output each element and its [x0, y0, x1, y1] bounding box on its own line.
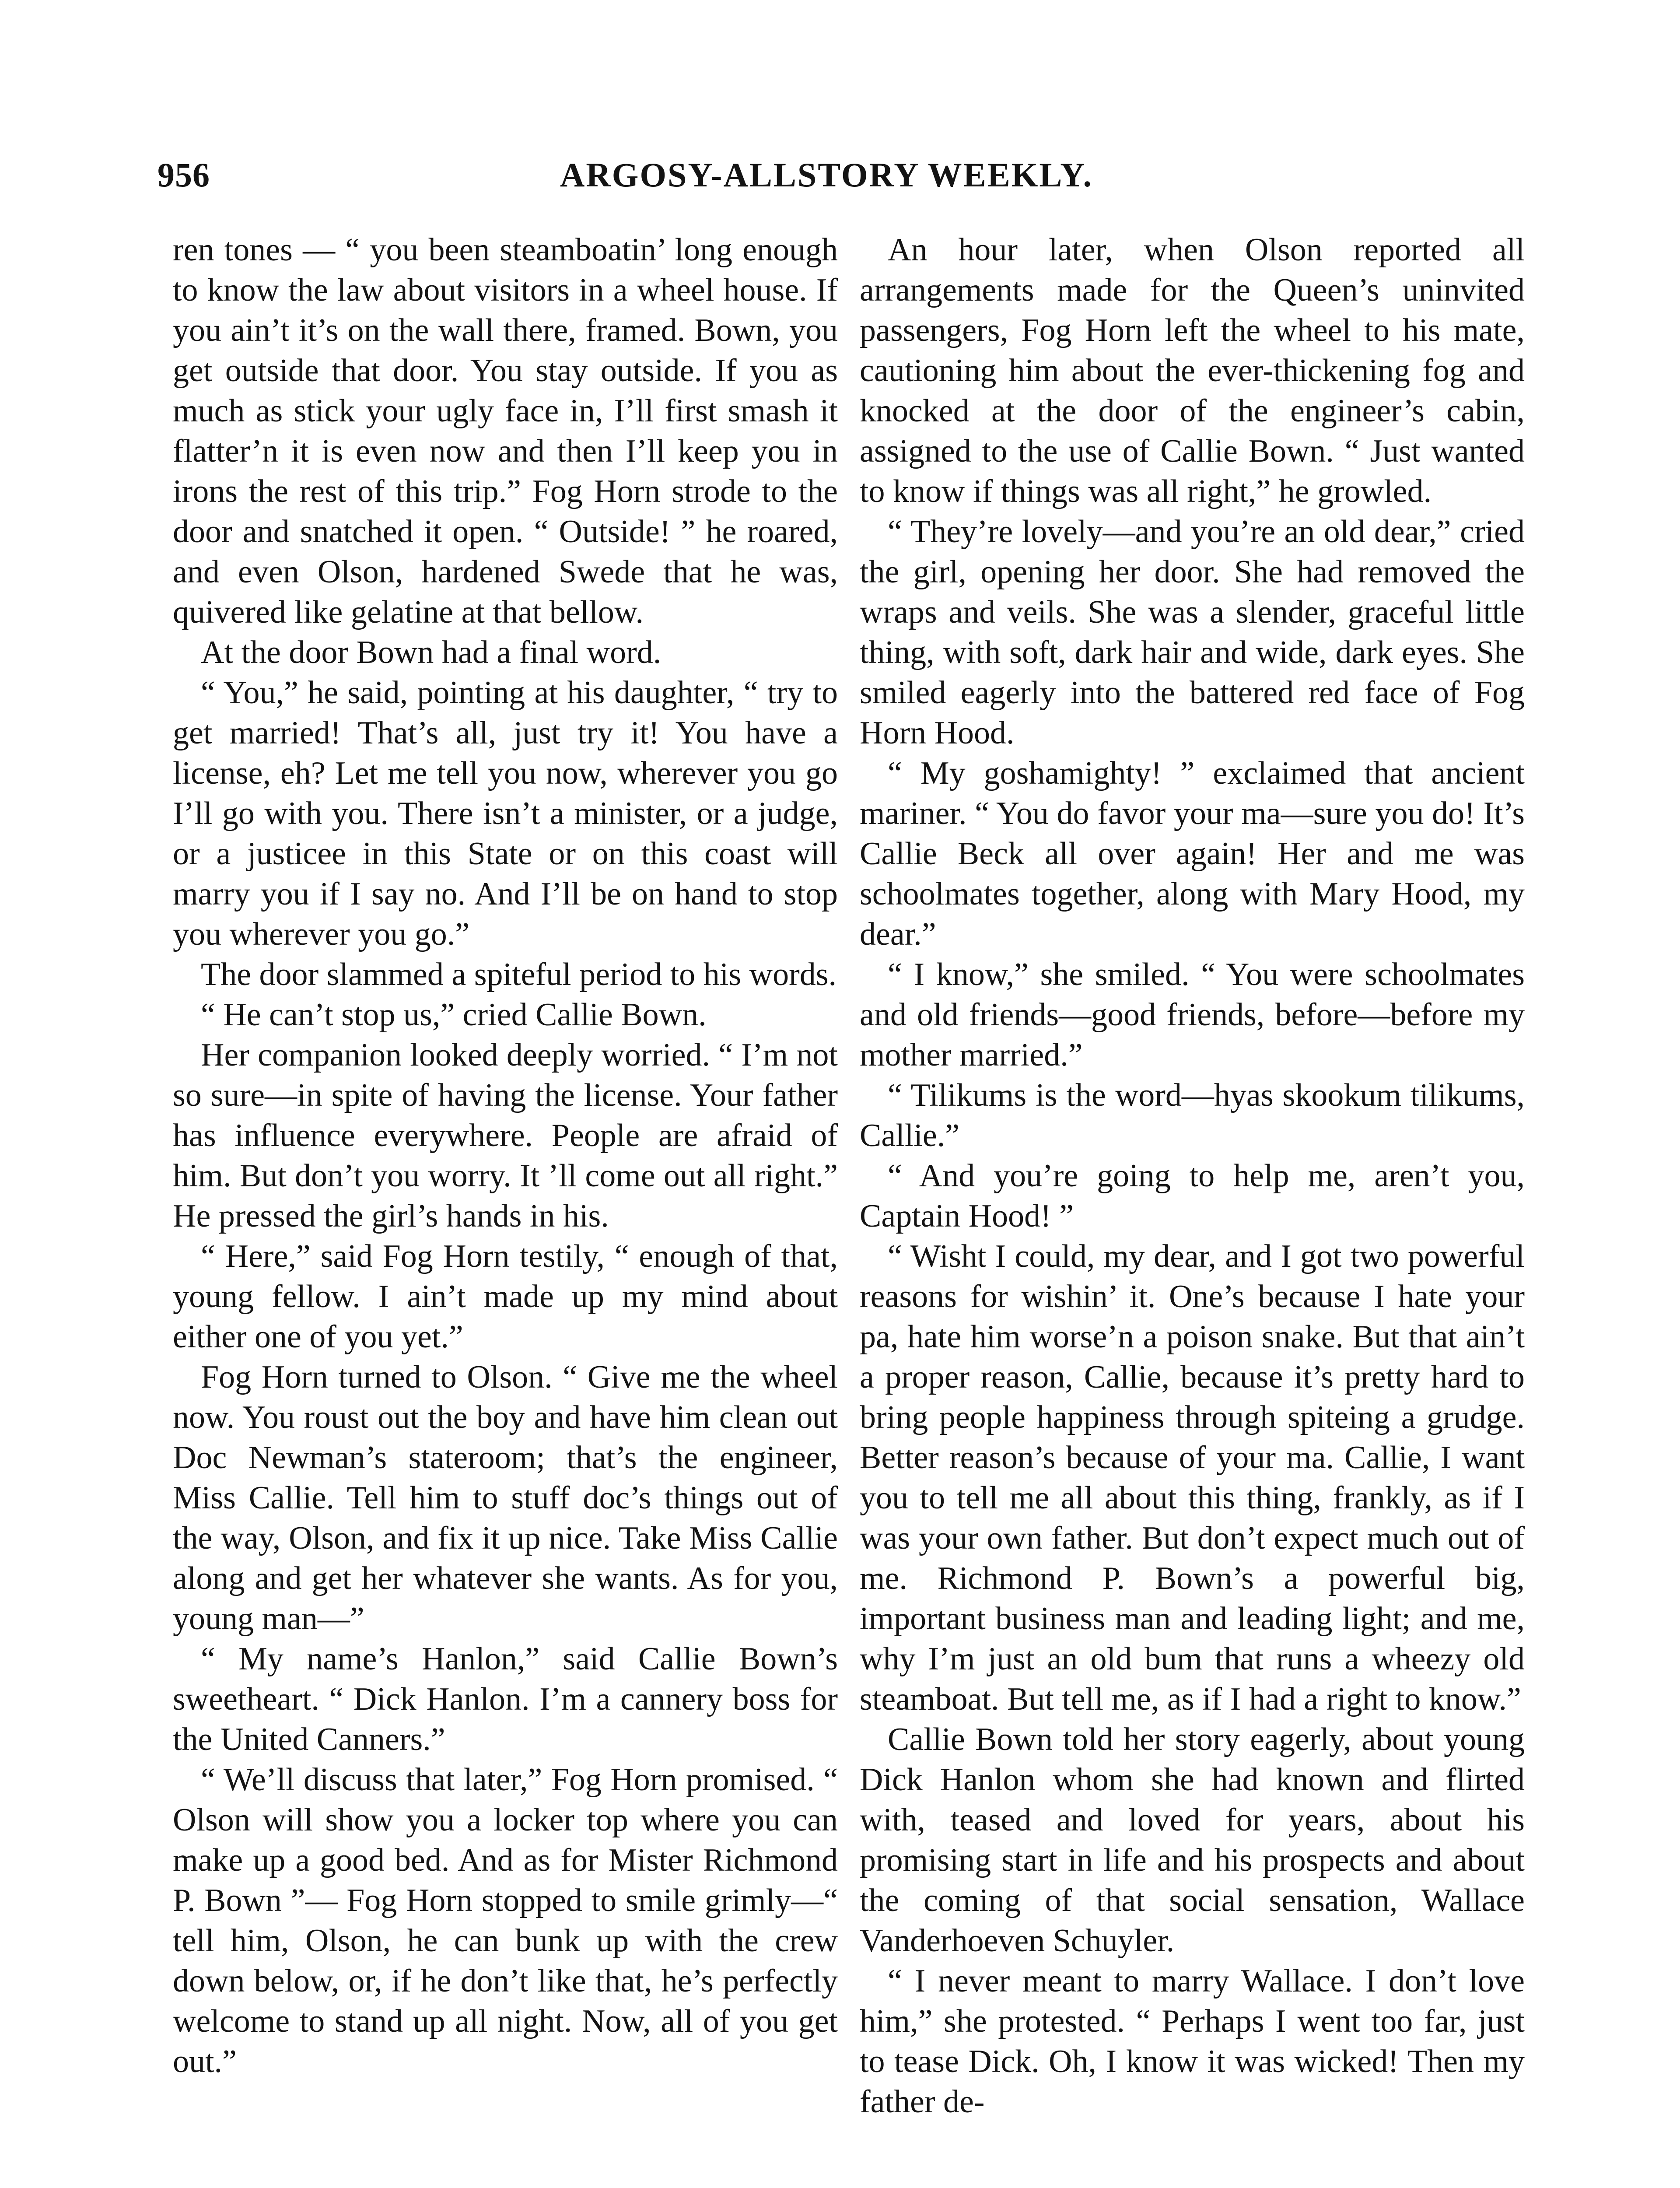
paragraph: Fog Horn turned to Olson. “ Give me the wheel now. You roust out the boy and have him clean out Doc Newman’s stateroom; that’s the engineer, Miss Callie. Tell him to stuff doc’s things out of the way, Olson, and fix it up nice. Take Miss Callie along and get her whatever she wants. As for you, young man—” — [173, 1359, 838, 1637]
page-header — [158, 155, 1522, 203]
paragraph: “ I never meant to marry Wallace. I don’t love him,” she protested. “ Perhaps I went too far, just to tease Dick. Oh, I know it was wicked! Then my father de- — [860, 1963, 1525, 2120]
paragraph: “ And you’re going to help me, aren’t you, Captain Hood! ” — [860, 1158, 1525, 1234]
left-column — [173, 230, 838, 2188]
paragraph: “ My name’s Hanlon,” said Callie Bown’s sweetheart. “ Dick Hanlon. I’m a cannery boss for the United Canners.” — [173, 1641, 838, 1757]
paragraph: “ He can’t stop us,” cried Callie Bown. — [201, 997, 707, 1033]
paragraph: “ You,” he said, pointing at his daughter, “ try to get married! That’s all, just try it! You have a license, eh? Let me tell you now, wherever you go I’ll go with you. There isn’t a minister, or a judge, or a justicee in this State or on this coast will marry you if I say no. And I’ll be on hand to stop you wherever you go.” — [173, 675, 838, 952]
paragraph: An hour later, when Olson reported all arrangements made for the Queen’s uninvited passengers, Fog Horn left the wheel to his mate, cautioning him about the ever-thickening fog and knocked at the door of the engineer’s cabin, assigned to the use of Callie Bown. “ Just wanted to know if things was all right,” he growled. — [860, 232, 1525, 509]
paragraph: “ Tilikums is the word—hyas skookum tilikums, Callie.” — [860, 1077, 1525, 1154]
running-head: ARGOSY-ALLSTORY WEEKLY. — [560, 156, 1093, 194]
paragraph: “ They’re lovely—and you’re an old dear,” cried the girl, opening her door. She had removed the wraps and veils. She was a slender, graceful little thing, with soft, dark hair and wide, dark eyes. She smiled eagerly into the battered red face of Fog Horn Hood. — [860, 514, 1525, 751]
paragraph: The door slammed a spiteful period to his words. — [201, 957, 837, 992]
paragraph: Callie Bown told her story eagerly, about young Dick Hanlon whom she had known and flirted with, teased and loved for years, about his promising start in life and his prospects and about the coming of that social sensation, Wallace Vanderhoeven Schuyler. — [860, 1722, 1525, 1959]
page-number: 956 — [158, 156, 210, 194]
paragraph: “ Wisht I could, my dear, and I got two powerful reasons for wishin’ it. One’s because I hate your pa, hate him worse’n a poison snake. But that ain’t a proper reason, Callie, because it’s pretty hard to bring people happiness through spiteing a grudge. Better reason’s because of your ma. Callie, I want you to tell me all about this thing, frankly, as if I was your own father. But don’t expect much out of me. Richmond P. Bown’s a powerful big, important business man and leading light; and me, why I’m just an old bum that runs a wheezy old steamboat. But tell me, as if I had a right to know.” — [860, 1238, 1525, 1717]
paragraph: At the door Bown had a final word. — [201, 635, 662, 670]
paragraph: “ Here,” said Fog Horn testily, “ enough of that, young fellow. I ain’t made up my mind about either one of you yet.” — [173, 1238, 838, 1355]
text-columns — [173, 230, 1529, 2188]
paragraph: “ I know,” she smiled. “ You were schoolmates and old friends—good friends, before—before my mother married.” — [860, 957, 1525, 1073]
paragraph: “ We’ll discuss that later,” Fog Horn promised. “ Olson will show you a locker top where you can make up a good bed. And as for Mister Richmond P. Bown ”— Fog Horn stopped to smile grimly—“ tell him, Olson, he can bunk up with the crew down below, or, if he don’t like that, he’s perfectly welcome to stand up all night. Now, all of you get out.” — [173, 1762, 838, 2079]
paragraph: ren tones — “ you been steamboatin’ long enough to know the law about visitors in a wheel house. If you ain’t it’s on the wall there, framed. Bown, you get outside that door. You stay outside. If you as much as stick your ugly face in, I’ll first smash it flatter’n it is even now and then I’ll keep you in irons the rest of this trip.” Fog Horn strode to the door and snatched it open. “ Outside! ” he roared, and even Olson, hardened Swede that he was, quivered like gelatine at that bellow. — [173, 232, 838, 630]
paragraph: Her companion looked deeply worried. “ I’m not so sure—in spite of having the license. Your father has influence everywhere. People are afraid of him. But don’t you worry. It ’ll come out all right.” He pressed the girl’s hands in his. — [173, 1037, 838, 1234]
paragraph: “ My goshamighty! ” exclaimed that ancient mariner. “ You do favor your ma—sure you do! It’s Callie Beck all over again! Her and me was schoolmates together, along with Mary Hood, my dear.” — [860, 755, 1525, 952]
right-column — [860, 230, 1525, 2188]
